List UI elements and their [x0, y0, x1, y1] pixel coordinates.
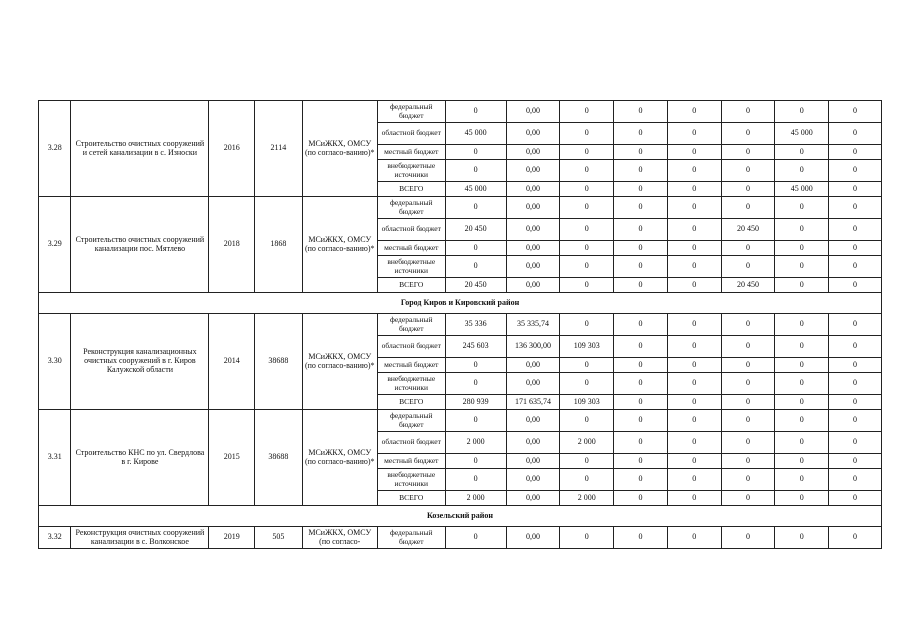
amount-cell: 0	[667, 123, 721, 145]
amount-cell: 0	[829, 256, 882, 278]
amount-cell: 0	[560, 373, 614, 395]
amount-cell: 0	[560, 256, 614, 278]
amount-cell: 20 450	[721, 278, 775, 293]
row-number: 3.29	[39, 197, 71, 293]
amount-cell: 0	[829, 358, 882, 373]
amount-cell: 0	[560, 358, 614, 373]
project-executor: МСиЖКХ, ОМСУ (по согласо-ванию)*	[302, 410, 377, 506]
amount-cell: 0	[614, 373, 668, 395]
amount-cell: 0	[614, 454, 668, 469]
amount-cell: 0	[614, 145, 668, 160]
amount-cell: 0,00	[506, 373, 560, 395]
amount-cell: 0	[775, 160, 829, 182]
amount-cell: 0	[445, 197, 506, 219]
amount-cell: 35 335,74	[506, 314, 560, 336]
project-executor: МСиЖКХ, ОМСУ (по согласо-ванию)*	[302, 197, 377, 293]
funding-source: федеральный бюджет	[377, 101, 445, 123]
amount-cell: 0	[614, 314, 668, 336]
table-row	[39, 101, 882, 123]
amount-cell: 2 000	[445, 432, 506, 454]
amount-cell: 109 303	[560, 395, 614, 410]
funding-source: внебюджетные источники	[377, 373, 445, 395]
amount-cell: 0	[721, 469, 775, 491]
amount-cell: 0	[614, 182, 668, 197]
amount-cell: 0	[829, 336, 882, 358]
amount-cell: 0	[560, 219, 614, 241]
row-number: 3.30	[39, 314, 71, 410]
amount-cell: 0	[721, 160, 775, 182]
amount-cell: 0	[829, 219, 882, 241]
amount-cell: 0	[775, 145, 829, 160]
amount-cell: 0	[445, 145, 506, 160]
amount-cell: 0	[829, 469, 882, 491]
amount-cell: 0	[667, 278, 721, 293]
amount-cell: 0	[614, 241, 668, 256]
funding-source: ВСЕГО	[377, 395, 445, 410]
project-year: 2015	[209, 410, 255, 506]
amount-cell: 0	[614, 219, 668, 241]
amount-cell: 0	[829, 145, 882, 160]
amount-cell: 45 000	[775, 182, 829, 197]
amount-cell: 0	[667, 491, 721, 506]
amount-cell: 45 000	[445, 123, 506, 145]
amount-cell: 0	[445, 469, 506, 491]
amount-cell: 0	[667, 454, 721, 469]
amount-cell: 0,00	[506, 145, 560, 160]
amount-cell: 0	[721, 241, 775, 256]
amount-cell: 0	[667, 373, 721, 395]
amount-cell: 0	[614, 123, 668, 145]
amount-cell: 0	[667, 410, 721, 432]
amount-cell: 0,00	[506, 358, 560, 373]
funding-source: внебюджетные источники	[377, 256, 445, 278]
funding-source: федеральный бюджет	[377, 410, 445, 432]
amount-cell: 0	[560, 410, 614, 432]
amount-cell: 0	[775, 432, 829, 454]
amount-cell: 0	[775, 336, 829, 358]
amount-cell: 0	[560, 454, 614, 469]
amount-cell: 0	[445, 101, 506, 123]
amount-cell: 0	[829, 182, 882, 197]
amount-cell: 0	[445, 160, 506, 182]
funding-source: областной бюджет	[377, 336, 445, 358]
amount-cell: 0	[445, 241, 506, 256]
funding-source: областной бюджет	[377, 123, 445, 145]
funding-source: местный бюджет	[377, 454, 445, 469]
funding-source: федеральный бюджет	[377, 527, 445, 549]
amount-cell: 0,00	[506, 219, 560, 241]
amount-cell: 0	[829, 454, 882, 469]
amount-cell: 0	[445, 256, 506, 278]
amount-cell: 0	[829, 241, 882, 256]
amount-cell: 0	[775, 373, 829, 395]
amount-cell: 0	[721, 491, 775, 506]
amount-cell: 20 450	[445, 219, 506, 241]
amount-cell: 0,00	[506, 454, 560, 469]
amount-cell: 0	[721, 256, 775, 278]
project-capacity: 38688	[255, 314, 303, 410]
amount-cell: 0	[667, 219, 721, 241]
amount-cell: 0	[721, 182, 775, 197]
amount-cell: 0	[560, 314, 614, 336]
amount-cell: 0	[560, 469, 614, 491]
section-row	[39, 506, 882, 527]
amount-cell: 0	[667, 432, 721, 454]
amount-cell: 0	[721, 454, 775, 469]
amount-cell: 0	[721, 373, 775, 395]
amount-cell: 0	[829, 410, 882, 432]
amount-cell: 0,00	[506, 432, 560, 454]
amount-cell: 136 300,00	[506, 336, 560, 358]
amount-cell: 0,00	[506, 527, 560, 549]
project-year: 2014	[209, 314, 255, 410]
amount-cell: 2 000	[560, 491, 614, 506]
amount-cell: 0	[829, 197, 882, 219]
amount-cell: 0	[829, 101, 882, 123]
amount-cell: 109 303	[560, 336, 614, 358]
amount-cell: 20 450	[721, 219, 775, 241]
table-row	[39, 527, 882, 549]
project-name: Реконструкция очистных сооружений канализации в с. Волконское	[71, 527, 209, 549]
row-number: 3.31	[39, 410, 71, 506]
amount-cell: 0	[829, 314, 882, 336]
amount-cell: 0	[775, 197, 829, 219]
amount-cell: 0	[775, 219, 829, 241]
amount-cell: 0	[667, 145, 721, 160]
amount-cell: 0	[775, 454, 829, 469]
table-body	[39, 101, 882, 549]
amount-cell: 0	[721, 123, 775, 145]
project-year: 2019	[209, 527, 255, 549]
amount-cell: 0	[445, 410, 506, 432]
funding-source: местный бюджет	[377, 241, 445, 256]
amount-cell: 0,00	[506, 256, 560, 278]
amount-cell: 0	[560, 527, 614, 549]
funding-source: областной бюджет	[377, 432, 445, 454]
amount-cell: 0	[560, 278, 614, 293]
amount-cell: 0	[614, 278, 668, 293]
project-name: Строительство очистных сооружений канализации пос. Мятлево	[71, 197, 209, 293]
project-capacity: 2114	[255, 101, 303, 197]
amount-cell: 0	[775, 278, 829, 293]
amount-cell: 0	[560, 197, 614, 219]
amount-cell: 0	[775, 469, 829, 491]
amount-cell: 0	[829, 527, 882, 549]
amount-cell: 245 603	[445, 336, 506, 358]
row-number: 3.32	[39, 527, 71, 549]
amount-cell: 0,00	[506, 469, 560, 491]
amount-cell: 0,00	[506, 241, 560, 256]
project-year: 2018	[209, 197, 255, 293]
project-year: 2016	[209, 101, 255, 197]
amount-cell: 0	[445, 373, 506, 395]
section-title: Город Киров и Кировский район	[39, 293, 882, 314]
amount-cell: 0	[445, 527, 506, 549]
section-title: Козельский район	[39, 506, 882, 527]
section-row	[39, 293, 882, 314]
amount-cell: 0	[721, 314, 775, 336]
amount-cell: 0	[614, 256, 668, 278]
amount-cell: 0	[829, 123, 882, 145]
funding-source: федеральный бюджет	[377, 197, 445, 219]
amount-cell: 0	[721, 336, 775, 358]
amount-cell: 0	[614, 197, 668, 219]
amount-cell: 0	[667, 241, 721, 256]
project-capacity: 1868	[255, 197, 303, 293]
table-row	[39, 410, 882, 432]
funding-source: федеральный бюджет	[377, 314, 445, 336]
project-capacity: 505	[255, 527, 303, 549]
amount-cell: 0	[721, 527, 775, 549]
funding-source: областной бюджет	[377, 219, 445, 241]
amount-cell: 280 939	[445, 395, 506, 410]
amount-cell: 0	[721, 358, 775, 373]
amount-cell: 0	[721, 410, 775, 432]
funding-source: ВСЕГО	[377, 182, 445, 197]
amount-cell: 0	[775, 256, 829, 278]
amount-cell: 0	[667, 197, 721, 219]
amount-cell: 45 000	[445, 182, 506, 197]
amount-cell: 0	[614, 469, 668, 491]
amount-cell: 0	[614, 527, 668, 549]
amount-cell: 0	[667, 395, 721, 410]
amount-cell: 0,00	[506, 491, 560, 506]
table-row	[39, 314, 882, 336]
amount-cell: 0	[667, 336, 721, 358]
amount-cell: 0	[667, 358, 721, 373]
funding-source: местный бюджет	[377, 358, 445, 373]
amount-cell: 0	[560, 160, 614, 182]
amount-cell: 0,00	[506, 160, 560, 182]
amount-cell: 0	[560, 101, 614, 123]
amount-cell: 35 336	[445, 314, 506, 336]
funding-source: внебюджетные источники	[377, 469, 445, 491]
amount-cell: 0,00	[506, 197, 560, 219]
amount-cell: 0	[775, 101, 829, 123]
amount-cell: 0	[614, 395, 668, 410]
amount-cell: 0,00	[506, 101, 560, 123]
amount-cell: 0	[775, 527, 829, 549]
amount-cell: 0	[667, 101, 721, 123]
row-number: 3.28	[39, 101, 71, 197]
funding-source: ВСЕГО	[377, 491, 445, 506]
amount-cell: 20 450	[445, 278, 506, 293]
amount-cell: 0	[829, 373, 882, 395]
amount-cell: 0,00	[506, 278, 560, 293]
amount-cell: 0	[775, 395, 829, 410]
amount-cell: 0	[775, 358, 829, 373]
amount-cell: 0	[829, 395, 882, 410]
amount-cell: 2 000	[560, 432, 614, 454]
amount-cell: 0	[829, 278, 882, 293]
funding-source: внебюджетные источники	[377, 160, 445, 182]
project-name: Реконструкция канализационных очистных сооружений в г. Киров Калужской области	[71, 314, 209, 410]
amount-cell: 0	[721, 101, 775, 123]
project-executor: МСиЖКХ, ОМСУ (по согласо-ванию)*	[302, 314, 377, 410]
amount-cell: 0	[614, 160, 668, 182]
amount-cell: 0	[721, 145, 775, 160]
amount-cell: 0	[829, 491, 882, 506]
amount-cell: 0	[667, 469, 721, 491]
amount-cell: 45 000	[775, 123, 829, 145]
amount-cell: 0	[775, 491, 829, 506]
amount-cell: 0	[667, 314, 721, 336]
amount-cell: 0	[614, 432, 668, 454]
amount-cell: 0	[445, 454, 506, 469]
amount-cell: 0	[614, 491, 668, 506]
amount-cell: 0	[667, 256, 721, 278]
amount-cell: 0	[614, 410, 668, 432]
amount-cell: 0	[560, 182, 614, 197]
budget-table	[38, 100, 882, 549]
amount-cell: 0	[829, 160, 882, 182]
amount-cell: 0,00	[506, 182, 560, 197]
amount-cell: 0	[775, 314, 829, 336]
amount-cell: 0	[721, 432, 775, 454]
amount-cell: 0	[560, 145, 614, 160]
amount-cell: 2 000	[445, 491, 506, 506]
amount-cell: 0	[614, 336, 668, 358]
amount-cell: 171 635,74	[506, 395, 560, 410]
project-capacity: 38688	[255, 410, 303, 506]
project-executor: МСиЖКХ, ОМСУ (по согласо-ванию)*	[302, 101, 377, 197]
amount-cell: 0	[721, 197, 775, 219]
amount-cell: 0	[445, 358, 506, 373]
amount-cell: 0	[560, 241, 614, 256]
amount-cell: 0	[829, 432, 882, 454]
amount-cell: 0,00	[506, 123, 560, 145]
amount-cell: 0	[667, 160, 721, 182]
amount-cell: 0	[667, 182, 721, 197]
table-row	[39, 197, 882, 219]
amount-cell: 0	[614, 358, 668, 373]
amount-cell: 0	[721, 395, 775, 410]
amount-cell: 0,00	[506, 410, 560, 432]
project-executor: МСиЖКХ, ОМСУ (по согласо-	[302, 527, 377, 549]
funding-source: местный бюджет	[377, 145, 445, 160]
project-name: Строительство КНС по ул. Свердлова в г. Кирове	[71, 410, 209, 506]
amount-cell: 0	[775, 410, 829, 432]
amount-cell: 0	[775, 241, 829, 256]
amount-cell: 0	[614, 101, 668, 123]
amount-cell: 0	[667, 527, 721, 549]
funding-source: ВСЕГО	[377, 278, 445, 293]
amount-cell: 0	[560, 123, 614, 145]
project-name: Строительство очистных сооружений и сетей канализации в с. Износки	[71, 101, 209, 197]
